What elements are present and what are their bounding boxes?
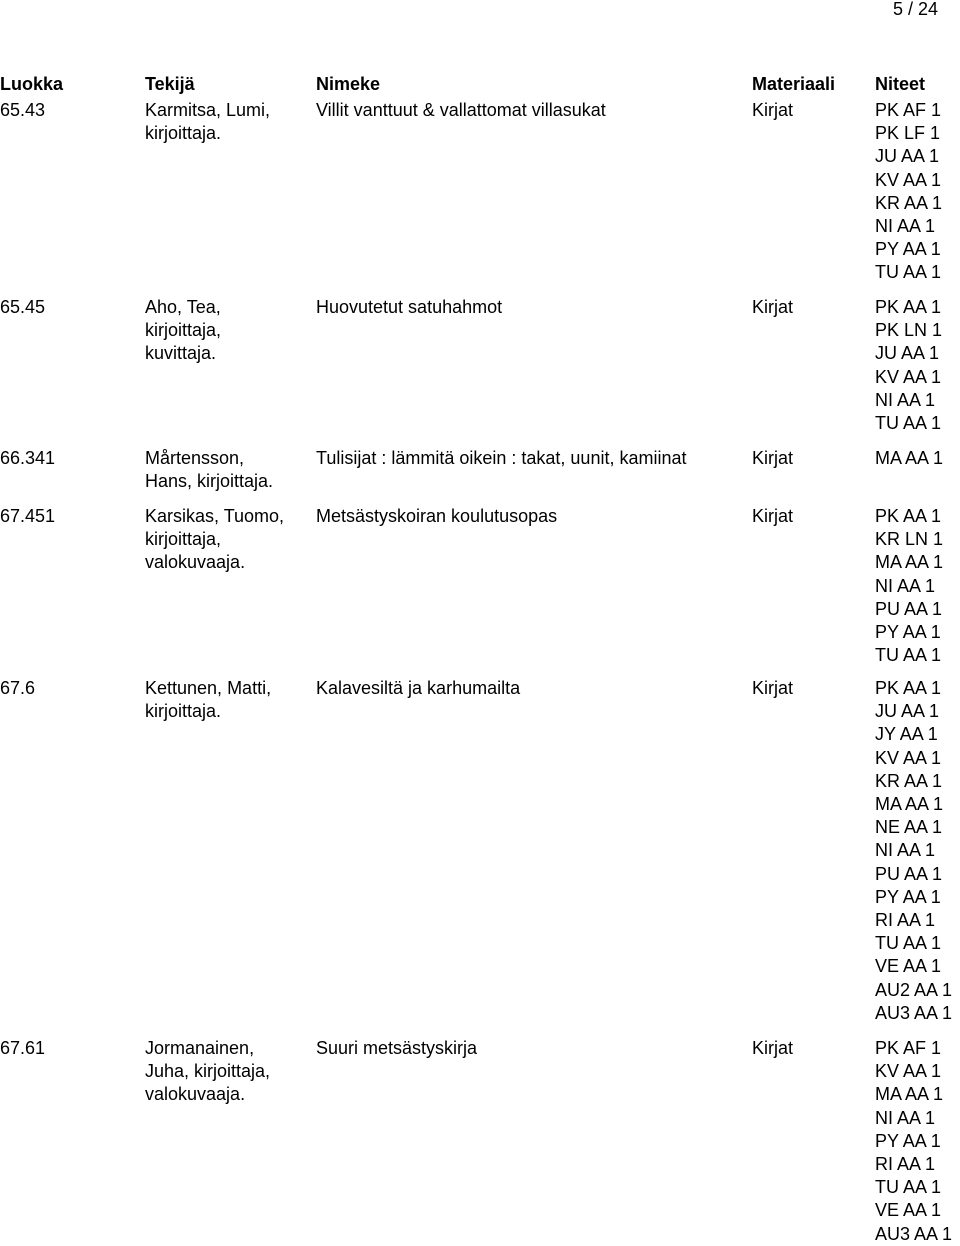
cell-tekija-line: valokuvaaja. — [145, 1084, 246, 1105]
cell-luokka: 66.341 — [0, 448, 56, 468]
cell-niteet-line: VE AA 1 — [875, 1200, 942, 1221]
page-number: 5 / 24 — [892, 0, 938, 19]
cell-tekija — [145, 1037, 310, 1107]
cell-niteet — [875, 677, 952, 1025]
cell-tekija-line: Juha, kirjoittaja, — [145, 1061, 271, 1082]
cell-tekija-line: Karmitsa, Lumi, — [145, 100, 271, 120]
cell-nimeke: Villit vanttuut & vallattomat villasukat — [316, 100, 606, 120]
cell-niteet-line: NI AA 1 — [875, 575, 936, 596]
cell-tekija-line: kirjoittaja. — [145, 701, 222, 722]
cell-tekija-line: Kettunen, Matti, — [145, 678, 272, 698]
cell-niteet — [875, 99, 942, 285]
cell-nimeke: Huovutetut satuhahmot — [316, 297, 503, 317]
cell-nimeke: Kalavesiltä ja karhumailta — [316, 678, 521, 698]
cell-materiaali: Kirjat — [752, 100, 794, 120]
cell-niteet-line: PK AA 1 — [875, 678, 942, 698]
cell-niteet-line: KR AA 1 — [875, 770, 943, 791]
cell-tekija — [145, 505, 310, 575]
cell-tekija-line: kuvittaja. — [145, 343, 217, 364]
cell-niteet-line: PY AA 1 — [875, 886, 941, 907]
cell-niteet-line: JU AA 1 — [875, 146, 940, 167]
cell-niteet-line: KV AA 1 — [875, 747, 942, 768]
cell-niteet-line: PY AA 1 — [875, 1130, 941, 1151]
cell-niteet-line: AU3 AA 1 — [875, 1223, 953, 1244]
cell-niteet-line: PK LN 1 — [875, 320, 943, 341]
cell-niteet-line: PY AA 1 — [875, 239, 941, 260]
cell-niteet — [875, 505, 943, 667]
cell-niteet-line: JU AA 1 — [875, 343, 940, 364]
cell-niteet-line: PK LF 1 — [875, 123, 941, 144]
cell-niteet-line: TU AA 1 — [875, 262, 942, 283]
cell-niteet-line: KR AA 1 — [875, 192, 943, 213]
cell-materiaali: Kirjat — [752, 297, 794, 317]
cell-luokka: 65.43 — [0, 100, 46, 120]
table-header — [0, 73, 960, 97]
cell-tekija-line: kirjoittaja, — [145, 320, 222, 341]
cell-niteet-line: KV AA 1 — [875, 366, 942, 387]
cell-niteet-line: PU AA 1 — [875, 598, 943, 619]
cell-niteet-line: NI AA 1 — [875, 389, 936, 410]
cell-niteet-line: RI AA 1 — [875, 1154, 936, 1175]
cell-luokka: 65.45 — [0, 297, 46, 317]
cell-niteet-line: NE AA 1 — [875, 817, 943, 838]
cell-tekija-line: Hans, kirjoittaja. — [145, 471, 274, 492]
cell-tekija — [145, 447, 310, 493]
cell-niteet-line: PK AF 1 — [875, 1038, 942, 1058]
cell-niteet-line: PK AA 1 — [875, 506, 942, 526]
cell-materiaali: Kirjat — [752, 678, 794, 698]
cell-niteet-line: JY AA 1 — [875, 724, 938, 745]
cell-niteet-line: KV AA 1 — [875, 169, 942, 190]
cell-niteet-line: PK AF 1 — [875, 100, 942, 120]
cell-niteet-line: AU2 AA 1 — [875, 979, 953, 1000]
cell-tekija-line: kirjoittaja, — [145, 529, 222, 550]
cell-luokka: 67.61 — [0, 1038, 46, 1058]
cell-niteet-line: MA AA 1 — [875, 794, 944, 815]
cell-materiaali: Kirjat — [752, 506, 794, 526]
cell-tekija-line: kirjoittaja. — [145, 123, 222, 144]
cell-niteet-line: PK AA 1 — [875, 297, 942, 317]
cell-niteet-line: RI AA 1 — [875, 910, 936, 931]
cell-niteet-line: TU AA 1 — [875, 1177, 942, 1198]
header-luokka: Luokka — [0, 74, 64, 94]
header-tekija: Tekijä — [145, 74, 195, 94]
cell-tekija-line: Karsikas, Tuomo, — [145, 506, 285, 526]
cell-niteet-line: PU AA 1 — [875, 863, 943, 884]
cell-nimeke: Suuri metsästyskirja — [316, 1038, 478, 1058]
cell-niteet-line: KV AA 1 — [875, 1061, 942, 1082]
cell-nimeke: Metsästyskoiran koulutusopas — [316, 506, 558, 526]
cell-niteet-line: AU3 AA 1 — [875, 1002, 953, 1023]
cell-niteet — [875, 447, 943, 470]
cell-tekija — [145, 677, 310, 723]
cell-niteet-line: NI AA 1 — [875, 840, 936, 861]
header-materiaali: Materiaali — [752, 74, 836, 94]
cell-tekija-line: valokuvaaja. — [145, 552, 246, 573]
cell-niteet-line: TU AA 1 — [875, 645, 942, 666]
cell-tekija-line: Mårtensson, — [145, 448, 245, 468]
cell-niteet-line: NI AA 1 — [875, 1107, 936, 1128]
cell-luokka: 67.6 — [0, 678, 36, 698]
cell-niteet-line: PY AA 1 — [875, 622, 941, 643]
cell-niteet — [875, 296, 942, 435]
header-nimeke: Nimeke — [316, 74, 381, 94]
cell-niteet-line: MA AA 1 — [875, 448, 944, 468]
cell-niteet-line: TU AA 1 — [875, 413, 942, 434]
header-niteet: Niteet — [875, 74, 926, 94]
cell-niteet-line: KR LN 1 — [875, 529, 944, 550]
cell-luokka: 67.451 — [0, 506, 56, 526]
cell-niteet — [875, 1037, 952, 1246]
cell-materiaali: Kirjat — [752, 1038, 794, 1058]
cell-niteet-line: MA AA 1 — [875, 552, 944, 573]
cell-niteet-line: VE AA 1 — [875, 956, 942, 977]
cell-nimeke: Tulisijat : lämmitä oikein : takat, uunit, kamiinat — [316, 448, 687, 468]
cell-niteet-line: MA AA 1 — [875, 1084, 944, 1105]
cell-tekija-line: Jormanainen, — [145, 1038, 255, 1058]
cell-niteet-line: NI AA 1 — [875, 216, 936, 237]
cell-tekija — [145, 296, 310, 366]
cell-tekija-line: Aho, Tea, — [145, 297, 221, 317]
cell-tekija — [145, 99, 310, 145]
cell-niteet-line: JU AA 1 — [875, 701, 940, 722]
cell-niteet-line: TU AA 1 — [875, 933, 942, 954]
cell-materiaali: Kirjat — [752, 448, 794, 468]
